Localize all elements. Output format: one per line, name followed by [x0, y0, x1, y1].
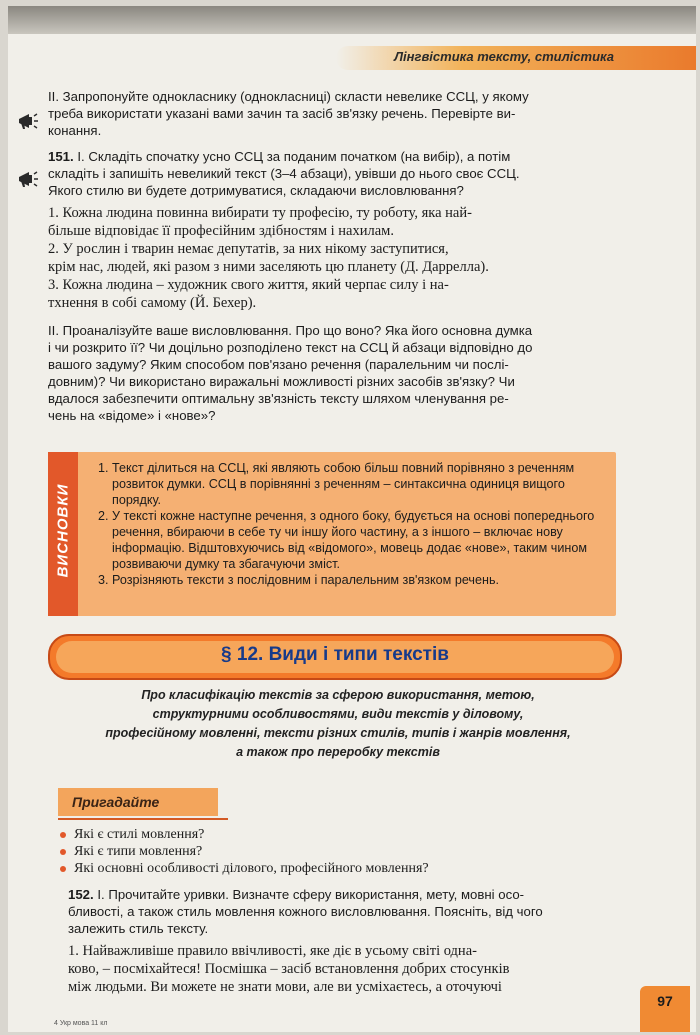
text-line: вашого задуму? Яким способом пов'язано речення (паралельним чи послі- — [48, 357, 509, 372]
page-number: 97 — [657, 993, 673, 1009]
text-line: довним)? Чи використано виражальні можливості різних засобів зв'язку? Чи — [48, 374, 515, 389]
running-head-title: Лінгвістика тексту, стилістика — [394, 49, 614, 64]
list-item: 1. Текст ділиться на ССЦ, які являють собою більш повний порівняно з реченням розвиток думки. ССЦ в порівнянні з реченням – синтаксична одиниця вищого порядку. — [112, 460, 608, 508]
remember-list — [60, 826, 620, 877]
list-item: Які є типи мовлення? — [60, 843, 620, 860]
text-line: і чи розкрито її? Чи доцільно розподілено текст на ССЦ й абзаци відповідно до — [48, 340, 533, 355]
task-151-part-2 — [48, 322, 628, 424]
task-150-part-2 — [48, 88, 628, 139]
remember-title: Пригадайте — [72, 794, 160, 810]
text-line: Про класифікацію текстів за сферою використання, метою, — [141, 688, 535, 702]
task-151-intro — [48, 148, 628, 199]
text-line: ково, – посміхайтеся! Посмішка – засіб встановлення добрих стосунків — [68, 961, 510, 977]
task-152-text — [68, 942, 633, 996]
text-line — [48, 148, 628, 165]
text-line: 1. Найважливіше правило ввічливості, яке діє в усьому світі одна- — [68, 943, 477, 959]
text-line: тхнення в собі самому (Й. Бехер). — [48, 295, 257, 311]
text-line: чень на «відоме» і «нове»? — [48, 408, 216, 423]
section-heading — [48, 634, 622, 680]
scan-top-edge — [8, 6, 696, 34]
conclusions-label: ВИСНОВКИ — [54, 483, 72, 578]
megaphone-icon — [16, 110, 38, 132]
megaphone-icon — [16, 168, 38, 190]
text-line: 3. Кожна людина – художник свого життя, який черпає силу і на- — [48, 277, 449, 293]
text-line: II. Запропонуйте однокласнику (однокласниці) скласти невелике ССЦ, у якому — [48, 89, 529, 104]
text-fragment: І. Складіть спочатку усно ССЦ за поданим початком (на вибір), а потім — [77, 149, 511, 164]
list-item: Які є стилі мовлення? — [60, 826, 620, 843]
text-line: Якого стилю ви будете дотримуватися, складаючи висловлювання? — [48, 183, 464, 198]
section-topics — [88, 686, 588, 762]
text-line: 2. У рослин і тварин немає депутатів, за них нікому заступитися, — [48, 241, 449, 257]
list-item: Які основні особливості ділового, професійного мовлення? — [60, 860, 620, 877]
text-fragment: І. Прочитайте уривки. Визначте сферу використання, мету, мовні осо- — [97, 887, 525, 902]
task-152-intro — [68, 886, 628, 937]
text-line — [68, 886, 628, 903]
text-line: конання. — [48, 123, 102, 138]
text-line: вдалося забезпечити оптимальну зв'язність тексту шляхом членування ре- — [48, 391, 509, 406]
remember-heading — [58, 788, 218, 816]
divider — [58, 818, 228, 820]
list-item: 3. Розрізняють тексти з послідовним і паралельним зв'язком речень. — [112, 572, 608, 588]
footer-note: 4 Укр мова 11 кл — [54, 1020, 108, 1027]
conclusions-list — [92, 460, 608, 588]
text-line: між людьми. Ви можете не знати мови, але ви усміхаєтесь, а оточуючі — [68, 979, 502, 995]
conclusions-side-label — [48, 452, 78, 616]
list-item: 2. У тексті кожне наступне речення, з одного боку, будується на основі попереднього речення, вбираючи в себе ту чи іншу його частину, а з іншого – включає нову інформацію. Відштовхуючись від «відомого», мовець додає «нове», таким чином розвиваючи думку та збагачуючи зміст. — [112, 508, 608, 572]
conclusions-box — [48, 452, 616, 616]
textbook-page — [8, 6, 696, 1032]
task-number: 152. — [68, 887, 94, 902]
task-151-quotes — [48, 204, 628, 312]
text-line: залежить стиль тексту. — [68, 921, 209, 936]
text-line: більше відповідає її професійним здібностям і нахилам. — [48, 223, 394, 239]
text-line: складіть і запишіть невеликий текст (3–4 абзаци), увівши до нього своє ССЦ. — [48, 166, 520, 181]
task-number: 151. — [48, 149, 74, 164]
text-line: бливості, а також стиль мовлення кожного висловлювання. Поясніть, від чого — [68, 904, 543, 919]
text-line: крім нас, людей, які разом з ними заселяють цю планету (Д. Даррелла). — [48, 259, 489, 275]
text-line: II. Проаналізуйте ваше висловлювання. Про що воно? Яка його основна думка — [48, 323, 533, 338]
text-line: структурними особливостями, види текстів у діловому, — [152, 707, 524, 721]
page-number-tab — [640, 986, 690, 1032]
section-title: § 12. Види і типи текстів — [221, 644, 449, 665]
text-line: професійному мовленні, тексти різних стилів, типів і жанрів мовлення, — [105, 726, 571, 740]
running-head-band — [336, 46, 696, 70]
text-line: треба використати указані вами зачин та засіб зв'язку речень. Перевірте ви- — [48, 106, 516, 121]
text-line: 1. Кожна людина повинна вибирати ту професію, ту роботу, яка най- — [48, 205, 472, 221]
text-line: а також про переробку текстів — [236, 745, 440, 759]
